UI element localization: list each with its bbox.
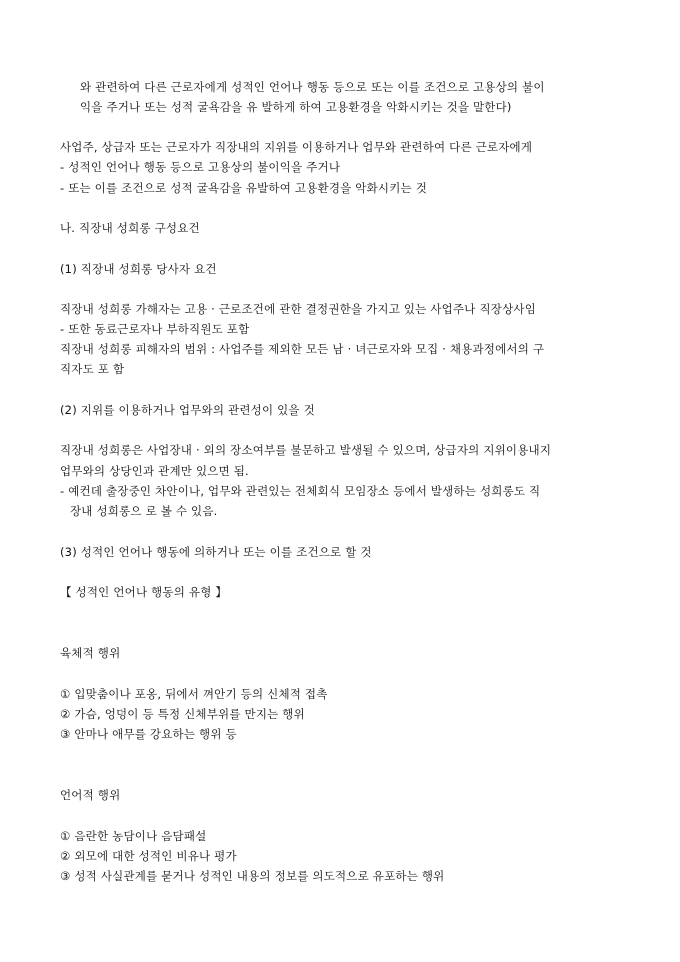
paragraph-line: 직장내 성희롱은 사업장내 · 외의 장소여부를 불문하고 발생될 수 있으며, 상급자의 지위이용내지 [60,443,552,457]
verbal-heading: 언어적 행위 [60,788,121,802]
paragraph-line: 장내 성희롱으 로 볼 수 있음. [70,504,218,518]
types-heading: 【 성적인 언어나 행동의 유형 】 [60,585,228,599]
paragraph-line: 직자도 포 함 [60,362,125,376]
subsection-heading-2: (2) 지위를 이용하거나 업무와의 관련성이 있을 것 [60,403,315,417]
paragraph-line: 직장내 성희롱 가해자는 고용 · 근로조건에 관한 결정권한을 가지고 있는 사업주나 직장상사임 [60,302,537,316]
intro-line-1: 와 관련하여 다른 근로자에게 성적인 언어나 행동 등으로 또는 이를 조건으로 고용상의 불이 [80,80,545,94]
intro-line-2: 익을 주거나 또는 성적 굴욕감을 유 발하게 하여 고용환경을 악화시키는 것을 말한다) [80,100,512,114]
definition-line: 사업주, 상급자 또는 근로자가 직장내의 지위를 이용하거나 업무와 관련하여 다른 근로자에게 [60,140,533,154]
list-item: ① 음란한 농담이나 음담패설 [60,829,207,843]
list-item: ③ 성적 사실관계를 묻거나 성적인 내용의 정보를 의도적으로 유포하는 행위 [60,869,445,883]
section-heading: 나. 직장내 성희롱 구성요건 [60,221,200,235]
paragraph-bullet: - 또한 동료근로자나 부하직원도 포함 [60,322,250,336]
list-item: ① 입맞춤이나 포옹, 뒤에서 껴안기 등의 신체적 접촉 [60,687,328,701]
paragraph-line: 업무와의 상당인과 관계만 있으면 됨. [60,464,249,478]
list-item: ② 가슴, 엉덩이 등 특정 신체부위를 만지는 행위 [60,707,305,721]
list-item: ③ 안마나 애무를 강요하는 행위 등 [60,727,237,741]
definition-bullet-2: - 또는 이를 조건으로 성적 굴욕감을 유발하여 고용환경을 악화시키는 것 [60,181,428,195]
list-item: ② 외모에 대한 성적인 비유나 평가 [60,849,237,863]
paragraph-bullet: - 예컨데 출장중인 차안이나, 업무와 관련있는 전체회식 모임장소 등에서 발생하는 성희롱도 직 [60,484,541,498]
physical-heading: 육체적 행위 [60,646,121,660]
definition-bullet-1: - 성적인 언어나 행동 등으로 고용상의 불이익을 주거나 [60,160,341,174]
paragraph-line: 직장내 성희롱 피해자의 범위 : 사업주를 제외한 모든 남 · 녀근로자와 모집 · 채용과정에서의 구 [60,342,545,356]
subsection-heading-3: (3) 성적인 언어나 행동에 의하거나 또는 이를 조건으로 할 것 [60,545,372,559]
subsection-heading-1: (1) 직장내 성희롱 당사자 요건 [60,262,217,276]
